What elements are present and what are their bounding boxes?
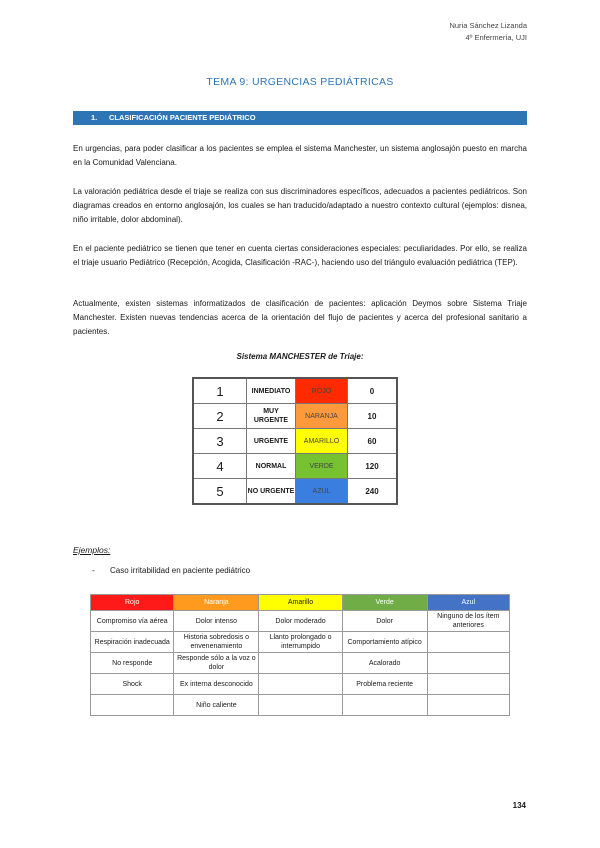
level-number: 4 — [193, 454, 247, 479]
examples-cell: Dolor — [342, 611, 427, 632]
examples-cell: Acalorado — [342, 653, 427, 674]
urgency-level: NORMAL — [247, 454, 296, 479]
examples-column-header: Amarillo — [259, 595, 342, 611]
examples-cell — [342, 695, 427, 716]
manchester-caption: Sistema MANCHESTER de Triaje: — [236, 352, 364, 361]
level-number: 3 — [193, 429, 247, 454]
examples-cell: Ninguno de los ítem anteriores — [427, 611, 509, 632]
level-number: 1 — [193, 378, 247, 404]
color-label: VERDE — [296, 454, 348, 479]
color-label: ROJO — [296, 378, 348, 404]
urgency-level: URGENTE — [247, 429, 296, 454]
examples-cell — [259, 695, 342, 716]
examples-row — [91, 695, 510, 716]
examples-cell — [427, 632, 509, 653]
examples-cell: Compromiso vía aérea — [91, 611, 174, 632]
examples-column-header: Azul — [427, 595, 509, 611]
wait-minutes: 10 — [348, 404, 398, 429]
examples-column-header: Verde — [342, 595, 427, 611]
examples-heading: Ejemplos: — [73, 545, 111, 555]
paragraph-2: La valoración pediátrica desde el triaje se realiza con sus discriminadores específicos, adecuados a pacientes pediátricos. Son diagramas creados en entorno anglosajón, los cuales se han traducido/adaptado a nuestro contexto cultural (ejemplos: disnea, niño irritable, dolor abdominal). — [73, 187, 527, 224]
section-heading-bar — [73, 111, 527, 125]
manchester-row — [193, 378, 397, 404]
manchester-row — [193, 404, 397, 429]
wait-minutes: 0 — [348, 378, 398, 404]
examples-table — [90, 594, 510, 716]
paragraph-4: Actualmente, existen sistemas informatizados de clasificación de pacientes: aplicación Deymos sobre Sistema Triaje Manchester. Existen nuevas tendencias acerca de la orientación del flujo de pacientes y acerca del profesional sanitario a pacientes. — [73, 299, 527, 336]
manchester-table — [192, 377, 398, 505]
examples-cell: Responde sólo a la voz o dolor — [174, 653, 259, 674]
examples-cell: Llanto prolongado o interrumpido — [259, 632, 342, 653]
examples-cell — [427, 653, 509, 674]
manchester-row — [193, 479, 397, 505]
examples-row — [91, 653, 510, 674]
wait-minutes: 120 — [348, 454, 398, 479]
color-label: AMARILLO — [296, 429, 348, 454]
manchester-row — [193, 429, 397, 454]
wait-minutes: 60 — [348, 429, 398, 454]
examples-cell: Respiración inadecuada — [91, 632, 174, 653]
section-number: 1. — [91, 113, 98, 122]
examples-cell: No responde — [91, 653, 174, 674]
examples-cell: Niño caliente — [174, 695, 259, 716]
examples-cell: Dolor moderado — [259, 611, 342, 632]
examples-cell — [259, 653, 342, 674]
examples-cell: Ex interna desconocido — [174, 674, 259, 695]
examples-cell: Historia sobredosis o envenenamiento — [174, 632, 259, 653]
examples-cell — [259, 674, 342, 695]
examples-cell: Problema reciente — [342, 674, 427, 695]
level-number: 5 — [193, 479, 247, 505]
color-label: NARANJA — [296, 404, 348, 429]
bullet-dash: - — [92, 566, 95, 575]
paragraph-1: En urgencias, para poder clasificar a los pacientes se emplea el sistema Manchester, un sistema anglosajón puesto en marcha en la Comunidad Valenciana. — [73, 144, 527, 167]
examples-row — [91, 611, 510, 632]
examples-row — [91, 632, 510, 653]
paragraph-3: En el paciente pediátrico se tienen que tener en cuenta ciertas consideraciones especiales: peculiaridades. Por ello, se realiza el triaje usuario Pediátrico (Recepción, Acogida, Clasificación -RAC-), haciendo uso del triángulo evaluación pediátrica (TEP). — [73, 244, 527, 267]
header-author: Nuria Sánchez Lizanda — [449, 21, 527, 30]
examples-cell — [91, 695, 174, 716]
examples-cell: Comportamiento atípico — [342, 632, 427, 653]
level-number: 2 — [193, 404, 247, 429]
examples-column-header: Naranja — [174, 595, 259, 611]
examples-row — [91, 674, 510, 695]
examples-cell — [427, 695, 509, 716]
examples-cell — [427, 674, 509, 695]
page-number: 134 — [512, 801, 526, 810]
section-label: CLASIFICACIÓN PACIENTE PEDIÁTRICO — [109, 113, 256, 122]
bullet-text: Caso irritabilidad en paciente pediátrico — [110, 566, 251, 575]
color-label: AZUL — [296, 479, 348, 505]
urgency-level: NO URGENTE — [247, 479, 296, 505]
page-title: TEMA 9: URGENCIAS PEDIÁTRICAS — [206, 76, 394, 88]
examples-column-header: Rojo — [91, 595, 174, 611]
header-course: 4º Enfermería, UJI — [465, 33, 527, 42]
examples-cell: Dolor intenso — [174, 611, 259, 632]
wait-minutes: 240 — [348, 479, 398, 505]
urgency-level: MUY URGENTE — [247, 404, 296, 429]
urgency-level: INMEDIATO — [247, 378, 296, 404]
manchester-row — [193, 454, 397, 479]
examples-cell: Shock — [91, 674, 174, 695]
examples-bullet — [92, 566, 250, 575]
